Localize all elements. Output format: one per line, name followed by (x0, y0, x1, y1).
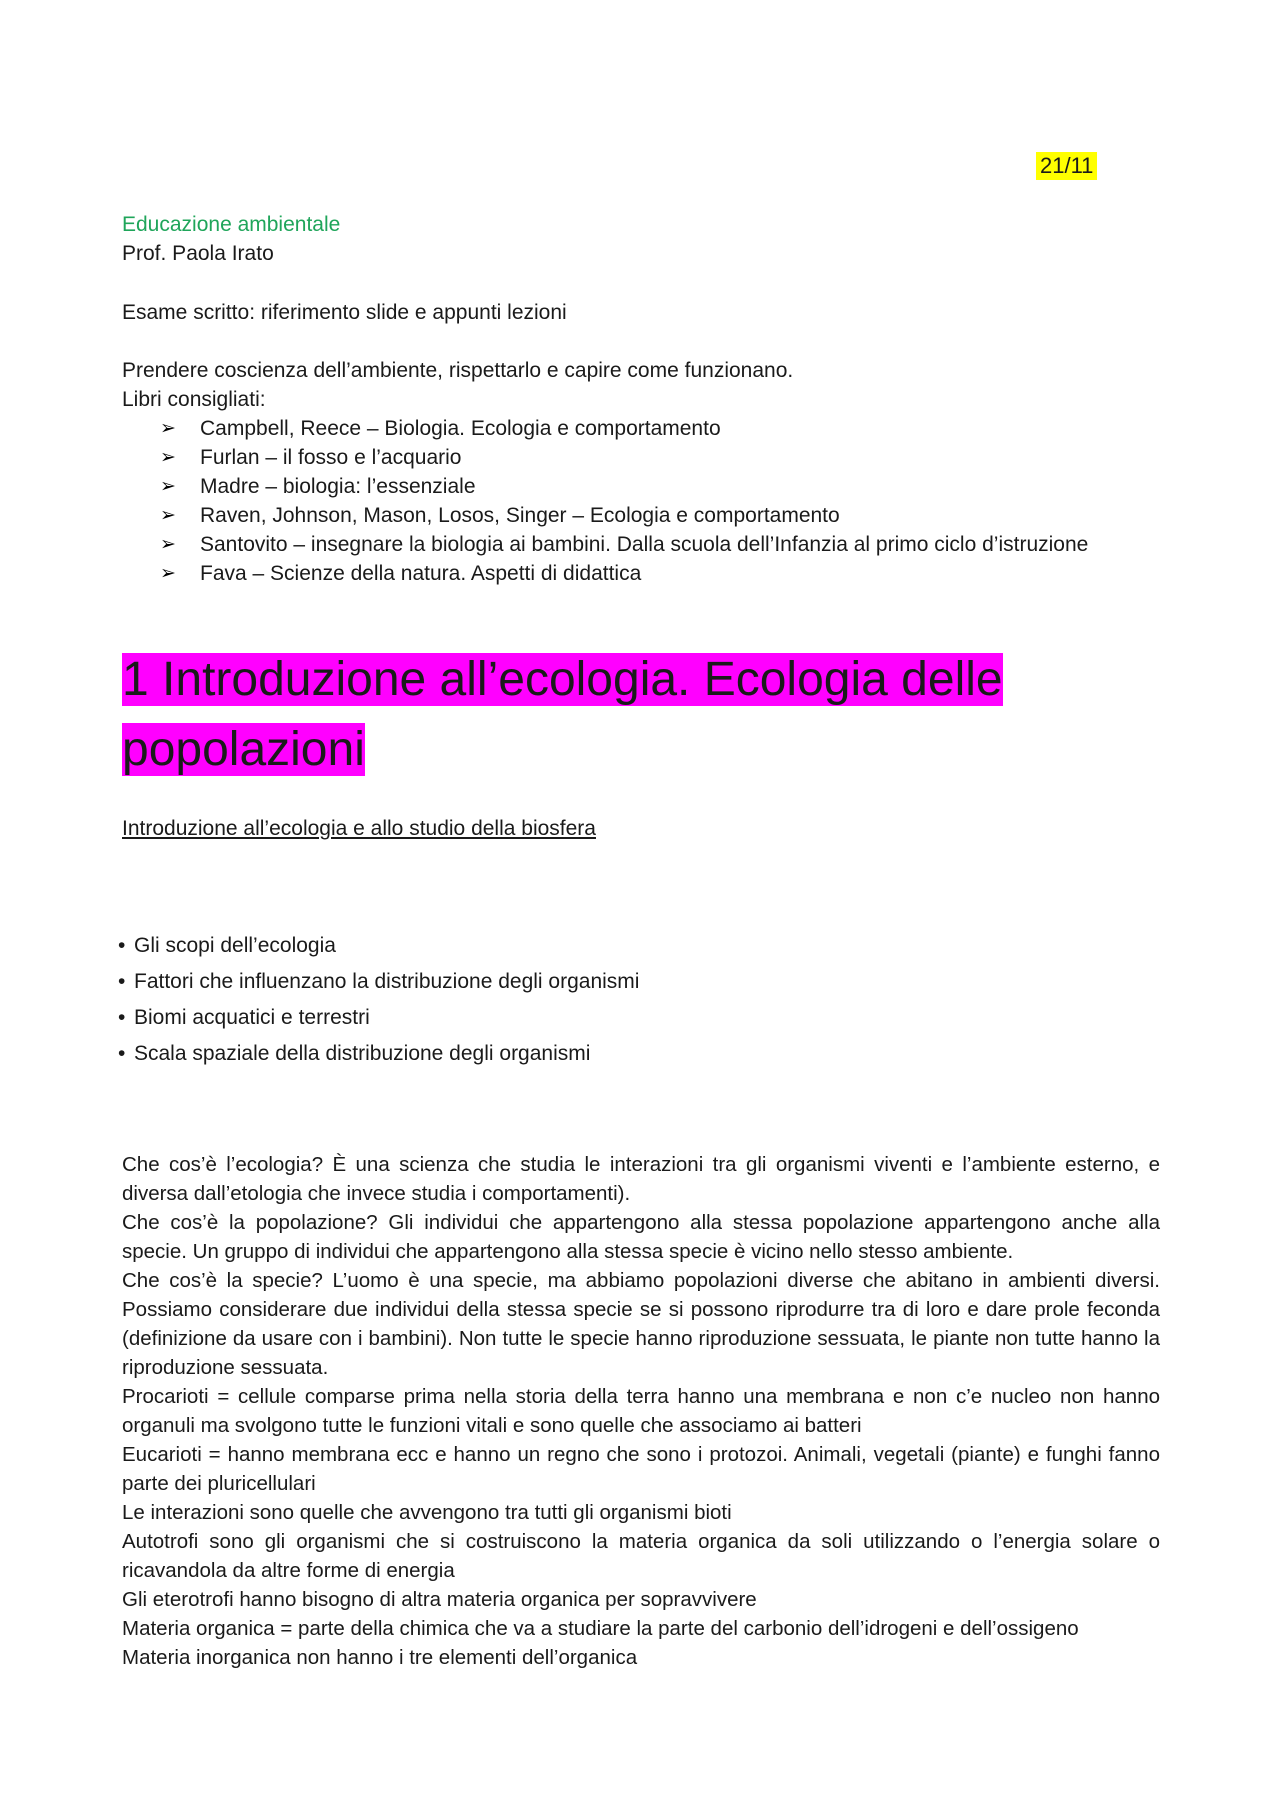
list-item: • Biomi acquatici e terrestri (118, 1000, 639, 1036)
course-title: Educazione ambientale (122, 213, 341, 236)
chapter-heading (122, 645, 1066, 785)
bullet-icon: • (118, 934, 126, 957)
chapter-title: 1 Introduzione all’ecologia. Ecologia delle popolazioni (122, 653, 1003, 776)
paragraph: Materia inorganica non hanno i tre elementi dell’organica (122, 1646, 638, 1669)
professor-name: Prof. Paola Irato (122, 242, 274, 265)
paragraph: Materia organica = parte della chimica che va a studiare la parte del carbonio dell’idrogeni e dell’ossigeno (122, 1617, 1079, 1640)
arrow-bullet-icon: ➢ (160, 447, 176, 468)
intro-text: Prendere coscienza dell’ambiente, rispettarlo e capire come funzionano. (122, 359, 794, 382)
list-item: ➢ Fava – Scienze della natura. Aspetti di didattica (122, 559, 1088, 588)
arrow-bullet-icon: ➢ (160, 476, 176, 497)
list-item: ➢ Campbell, Reece – Biologia. Ecologia e comportamento (122, 414, 1088, 443)
topics-list (118, 928, 639, 1072)
paragraph: Gli eterotrofi hanno bisogno di altra materia organica per sopravvivere (122, 1588, 757, 1611)
list-item: ➢ Furlan – il fosso e l’acquario (122, 443, 1088, 472)
paragraph: Eucarioti = hanno membrana ecc e hanno un regno che sono i protozoi. Animali, vegetali (piante) e funghi fanno parte dei pluricellulari (122, 1443, 1160, 1495)
date-label: 21/11 (1036, 152, 1097, 180)
bullet-icon: • (118, 1042, 126, 1065)
books-list (122, 414, 1088, 588)
paragraph: Le interazioni sono quelle che avvengono tra tutti gli organismi bioti (122, 1501, 732, 1524)
arrow-bullet-icon: ➢ (160, 563, 176, 584)
list-item: • Scala spaziale della distribuzione degli organismi (118, 1036, 639, 1072)
exam-info: Esame scritto: riferimento slide e appunti lezioni (122, 301, 567, 324)
books-label: Libri consigliati: (122, 388, 266, 411)
list-item: • Gli scopi dell’ecologia (118, 928, 639, 964)
arrow-bullet-icon: ➢ (160, 418, 176, 439)
list-item: ➢ Santovito – insegnare la biologia ai bambini. Dalla scuola dell’Infanzia al primo ciclo d’istruzione (122, 530, 1088, 559)
list-item: ➢ Madre – biologia: l’essenziale (122, 472, 1088, 501)
arrow-bullet-icon: ➢ (160, 505, 176, 526)
section-subtitle: Introduzione all’ecologia e allo studio della biosfera (122, 817, 596, 840)
paragraph: Che cos’è la specie? L’uomo è una specie, ma abbiamo popolazioni diverse che abitano in ambienti diversi. Possiamo considerare due individui della stessa specie se si possono riprodurre tra di loro e dare prole feconda (definizione da usare con i bambini). Non tutte le specie hanno riproduzione sessuata, le piante non tutte hanno la riproduzione sessuata. (122, 1269, 1160, 1379)
arrow-bullet-icon: ➢ (160, 534, 176, 555)
paragraph: Che cos’è l’ecologia? È una scienza che studia le interazioni tra gli organismi viventi e l’ambiente esterno, e diversa dall’etologia che invece studia i comportamenti). (122, 1153, 1160, 1205)
body-text (122, 1150, 1160, 1672)
intro-section (122, 356, 1088, 588)
document-header (122, 210, 340, 268)
list-item: ➢ Raven, Johnson, Mason, Losos, Singer – Ecologia e comportamento (122, 501, 1088, 530)
list-item: • Fattori che influenzano la distribuzione degli organismi (118, 964, 639, 1000)
paragraph: Procarioti = cellule comparse prima nella storia della terra hanno una membrana e non c’e nucleo non hanno organuli ma svolgono tutte le funzioni vitali e sono quelle che associamo ai batteri (122, 1385, 1160, 1437)
bullet-icon: • (118, 970, 126, 993)
paragraph: Autotrofi sono gli organismi che si costruiscono la materia organica da soli utilizzando o l’energia solare o ricavandola da altre forme di energia (122, 1530, 1160, 1582)
paragraph: Che cos’è la popolazione? Gli individui che appartengono alla stessa popolazione appartengono anche alla specie. Un gruppo di individui che appartengono alla stessa specie è vicino nello stesso ambiente. (122, 1211, 1160, 1263)
bullet-icon: • (118, 1006, 126, 1029)
